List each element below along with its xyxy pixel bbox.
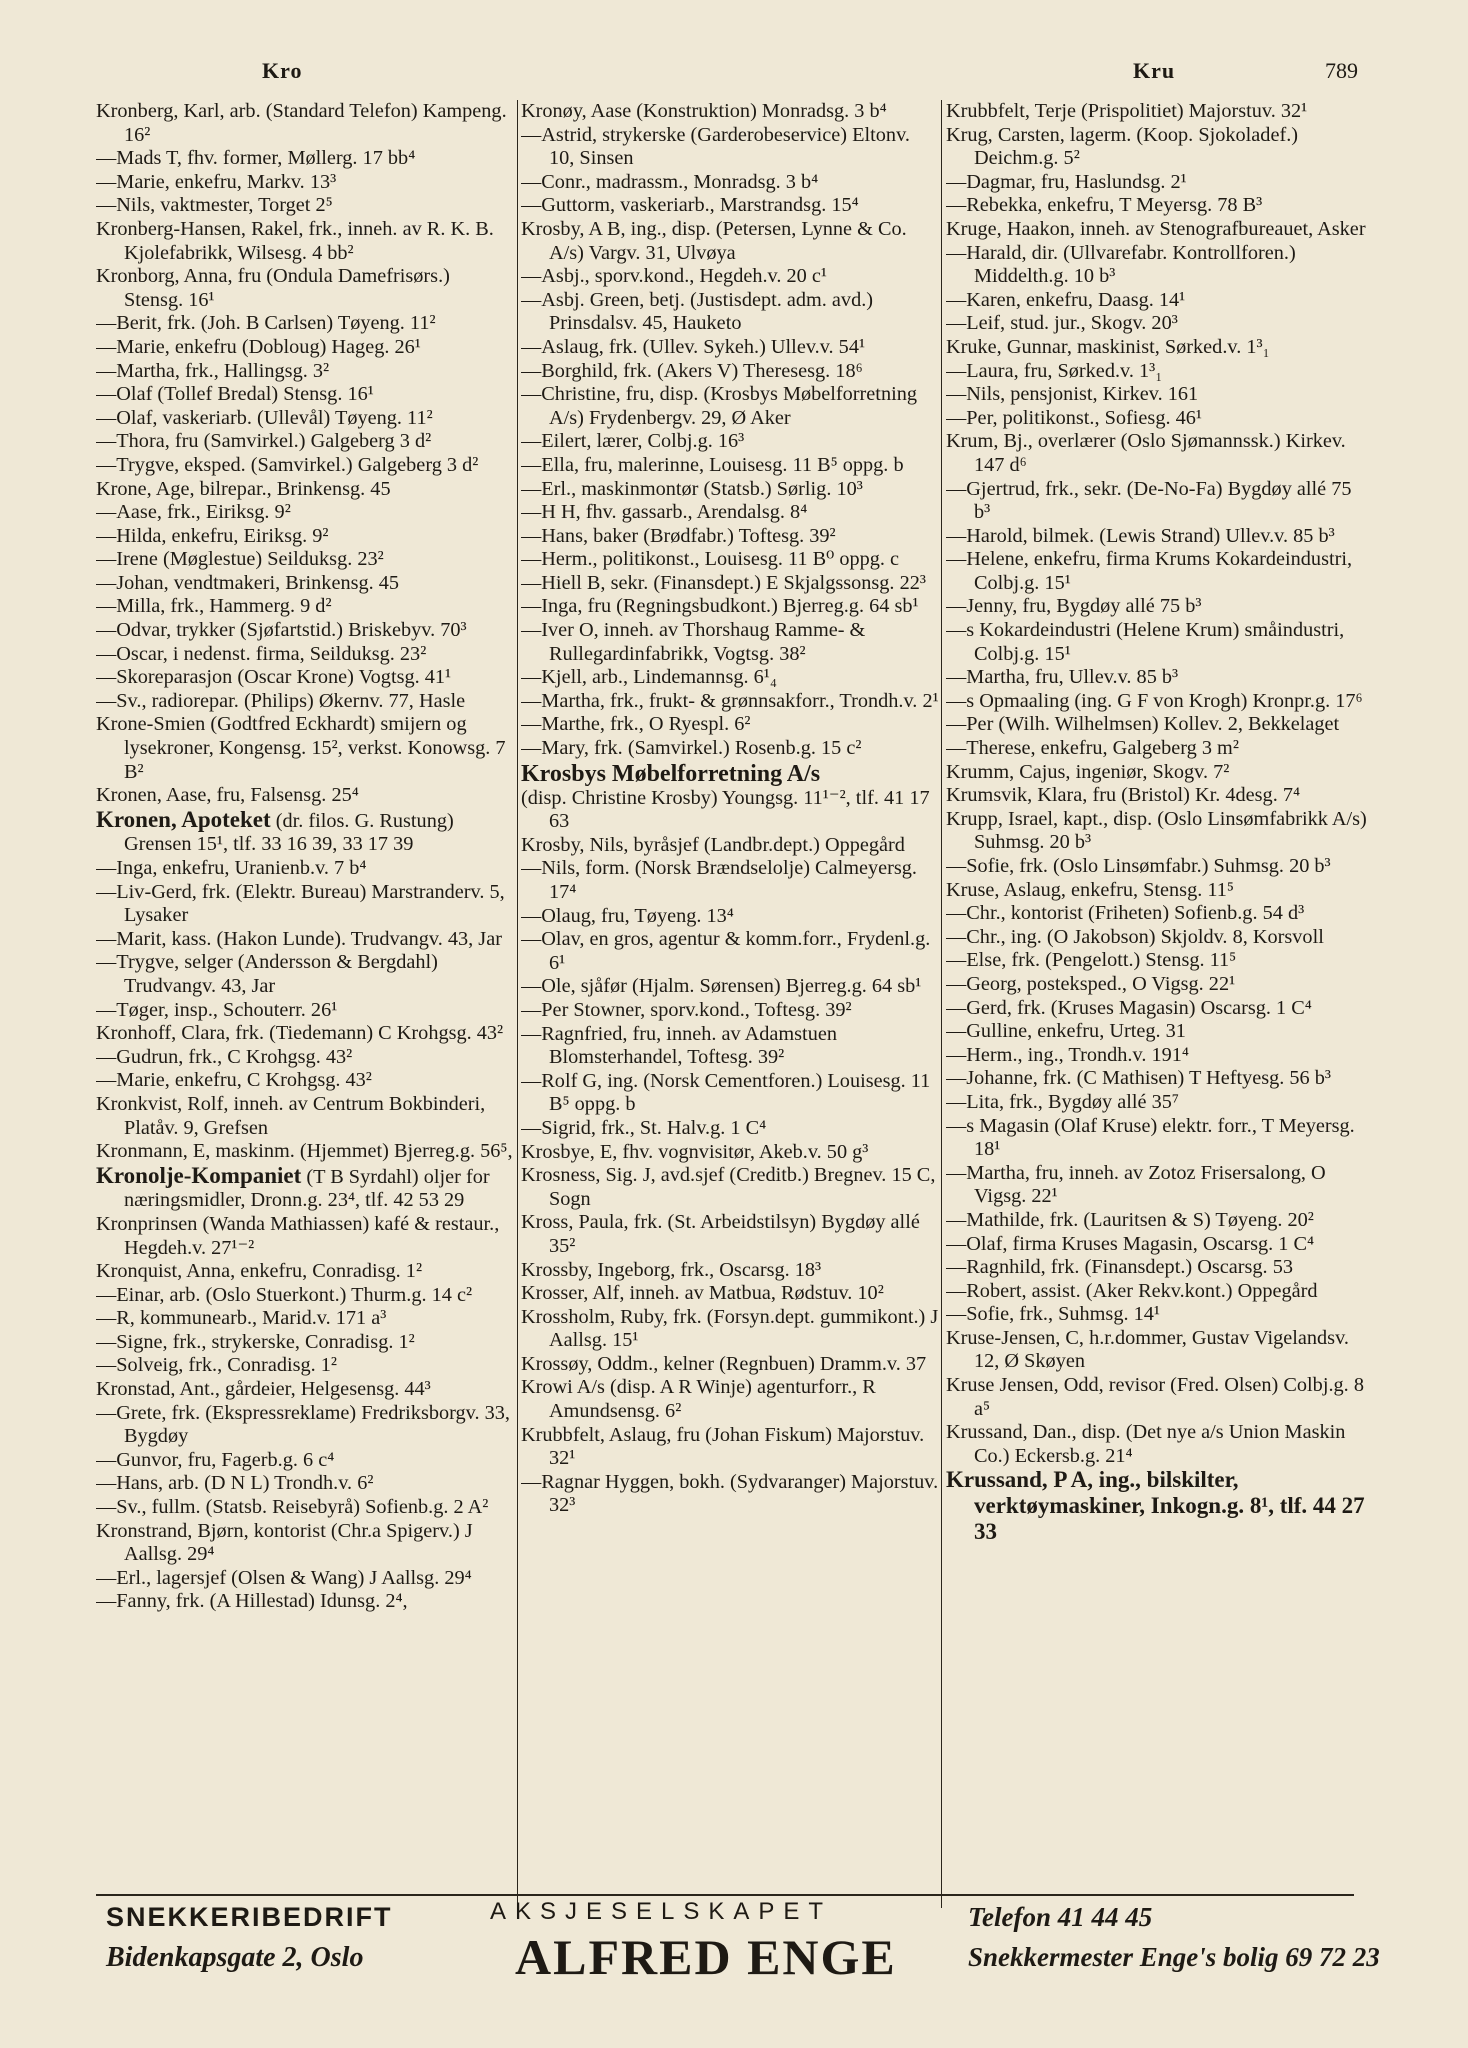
entry-firm-name: Kronolje-Kompaniet <box>96 1162 302 1188</box>
directory-entry: —s Opmaaling (ing. G F von Krogh) Kronpr.g. 17⁶ <box>946 689 1363 712</box>
directory-entry: —s Kokardeindustri (Helene Krum) småindustri, Colbj.g. 15¹ <box>946 619 1345 665</box>
directory-entry: —Olav, en gros, agentur & komm.forr., Frydenl.g. 6¹ <box>521 928 931 974</box>
directory-entry: Krumsvik, Klara, fru (Bristol) Kr. 4desg. 7⁴ <box>946 784 1301 807</box>
directory-entry: Krosbye, E, fhv. vognvisitør, Akeb.v. 50 g³ <box>521 1140 869 1163</box>
directory-entry: —Ole, sjåfør (Hjalm. Sørensen) Bjerreg.g. 64 sb¹ <box>521 975 922 998</box>
directory-entry: —Mary, frk. (Samvirkel.) Rosenb.g. 15 c² <box>521 737 862 760</box>
directory-entry: Kronmann, E, maskinm. (Hjemmet) Bjerreg.g. 56⁵, <box>96 1140 513 1163</box>
directory-entry: —Berit, frk. (Joh. B Carlsen) Tøyeng. 11² <box>96 312 436 335</box>
directory-entry: —Olaf, firma Kruses Magasin, Oscarsg. 1 C⁴ <box>946 1232 1315 1255</box>
directory-entry: —Leif, stud. jur., Skogv. 20³ <box>946 312 1178 335</box>
directory-entry: —Einar, arb. (Oslo Stuerkont.) Thurm.g. 14 c² <box>96 1283 473 1306</box>
directory-entry: —Per, politikonst., Sofiesg. 46¹ <box>946 406 1202 429</box>
directory-entry: —Trygve, eksped. (Samvirkel.) Galgeberg 3 d² <box>96 453 479 476</box>
directory-entry: Krosser, Alf, inneh. av Matbua, Rødstuv. 10² <box>521 1282 884 1305</box>
directory-entry: —Else, frk. (Pengelott.) Stensg. 11⁵ <box>946 949 1237 972</box>
directory-entry: —Guttorm, vaskeriarb., Marstrandsg. 15⁴ <box>521 194 859 217</box>
directory-entry: —Jenny, fru, Bygdøy allé 75 b³ <box>946 595 1202 618</box>
directory-entry: —Georg, posteksped., O Vigsg. 22¹ <box>946 972 1236 995</box>
directory-entry: —Astrid, strykerske (Garderobeservice) Eltonv. 10, Sinsen <box>521 123 910 170</box>
directory-entry: —Dagmar, fru, Haslundsg. 2¹ <box>946 170 1187 193</box>
directory-entry: Kronborg, Anna, fru (Ondula Damefrisørs.) Stensg. 16¹ <box>96 265 450 311</box>
directory-entry: —Martha, fru, inneh. av Zotoz Frisersalong, O Vigsg. 22¹ <box>946 1161 1326 1208</box>
directory-entry: Kruse-Jensen, C, h.r.dommer, Gustav Vigelandsv. 12, Ø Skøyen <box>946 1326 1349 1373</box>
directory-entry <box>946 1468 1370 1545</box>
directory-entry: —Martha, frk., frukt- & grønnsakforr., Trondh.v. 2¹ <box>521 689 939 712</box>
directory-entry: Krossby, Ingeborg, frk., Oscarsg. 18³ <box>521 1258 822 1281</box>
directory-entry: Krosby, Nils, byråsjef (Landbr.dept.) Oppegård <box>521 833 905 856</box>
directory-entry: Krossholm, Ruby, frk. (Forsyn.dept. gummikont.) J Aallsg. 15¹ <box>521 1305 939 1352</box>
directory-entry: —Erl., lagersjef (Olsen & Wang) J Aallsg. 29⁴ <box>96 1566 472 1589</box>
directory-entry: —Ragnhild, frk. (Finansdept.) Oscarsg. 53 <box>946 1256 1293 1279</box>
directory-entry: —Hans, arb. (D N L) Trondh.v. 6² <box>96 1472 374 1495</box>
entry-firm-name: Kronen, Apoteket <box>96 806 271 832</box>
directory-entry: Kruke, Gunnar, maskinist, Sørked.v. 1³₁ <box>946 335 1270 358</box>
directory-entry: —Nils, form. (Norsk Brændselolje) Calmeyersg. 17⁴ <box>521 857 917 903</box>
directory-entry: —Gerd, frk. (Kruses Magasin) Oscarsg. 1 C⁴ <box>946 996 1312 1019</box>
column-divider-right <box>941 100 942 1908</box>
directory-entry: —Odvar, trykker (Sjøfartstid.) Briskebyv. 70³ <box>96 619 467 642</box>
directory-entry: —Mads T, fhv. former, Møllerg. 17 bb⁴ <box>96 147 416 170</box>
directory-entry: Kronquist, Anna, enkefru, Conradisg. 1² <box>96 1260 423 1283</box>
directory-entry: —Olaug, fru, Tøyeng. 13⁴ <box>521 904 734 927</box>
directory-entry: —Karen, enkefru, Daasg. 14¹ <box>946 288 1186 311</box>
directory-entry: —Per (Wilh. Wilhelmsen) Kollev. 2, Bekkelaget <box>946 713 1340 736</box>
directory-entry: —Johanne, frk. (C Mathisen) T Heftyesg. 56 b³ <box>946 1067 1331 1090</box>
directory-entry: —Olaf, vaskeriarb. (Ullevål) Tøyeng. 11² <box>96 406 433 429</box>
directory-entry: —Milla, frk., Hammerg. 9 d² <box>96 595 332 618</box>
directory-entry: —Chr., ing. (O Jakobson) Skjoldv. 8, Korsvoll <box>946 925 1324 948</box>
directory-entry: Krosness, Sig. J, avd.sjef (Creditb.) Bregnev. 15 C, Sogn <box>521 1164 936 1210</box>
directory-entry: —Fanny, frk. (A Hillestad) Idunsg. 2⁴, <box>96 1590 408 1613</box>
directory-entry: —Harald, dir. (Ullvarefabr. Kontrollforen.) Middelth.g. 10 b³ <box>946 241 1296 288</box>
directory-entry: —Rolf G, ing. (Norsk Cementforen.) Louisesg. 11 B⁵ oppg. b <box>521 1069 931 1116</box>
directory-entry: Kronberg-Hansen, Rakel, frk., inneh. av R. K. B. Kjolefabrikk, Wilsesg. 4 bb² <box>96 217 494 264</box>
directory-entry: Kruse, Aslaug, enkefru, Stensg. 11⁵ <box>946 878 1234 901</box>
directory-entry: Kronberg, Karl, arb. (Standard Telefon) Kampeng. 16² <box>96 100 507 146</box>
directory-entry: —Marthe, frk., O Ryespl. 6² <box>521 713 751 736</box>
directory-entry: —Herm., politikonst., Louisesg. 11 B⁰ oppg. c <box>521 548 900 571</box>
directory-entry: —R, kommunearb., Marid.v. 171 a³ <box>96 1307 387 1330</box>
directory-entry: —Gulline, enkefru, Urteg. 31 <box>946 1020 1186 1043</box>
directory-entry: Krone, Age, bilrepar., Brinkensg. 45 <box>96 477 391 500</box>
directory-entry: —Erl., maskinmontør (Statsb.) Sørlig. 10³ <box>521 477 863 500</box>
directory-entry: —Per Stowner, sporv.kond., Toftesg. 39² <box>521 998 852 1021</box>
ad-home-phone: Snekkermester Enge's bolig 69 72 23 <box>968 1942 1380 1972</box>
directory-entry: Krossøy, Oddm., kelner (Regnbuen) Dramm.v. 37 <box>521 1352 927 1375</box>
directory-entry: —Sv., fullm. (Statsb. Reisebyrå) Sofienb.g. 2 A² <box>96 1496 489 1519</box>
directory-entry: Krussand, Dan., disp. (Det nye a/s Union Maskin Co.) Eckersb.g. 21⁴ <box>946 1421 1346 1467</box>
directory-entry: —s Magasin (Olaf Kruse) elektr. forr., T Meyersg. 18¹ <box>946 1114 1355 1161</box>
directory-entry: —Helene, enkefru, firma Krums Kokardeindustri, Colbj.g. 15¹ <box>946 548 1353 594</box>
directory-entry: Krosbys Møbelforretning A/s <box>521 760 821 787</box>
directory-entry: —Grete, frk. (Ekspressreklame) Fredriksborgv. 33, Bygdøy <box>96 1401 510 1448</box>
directory-entry: (disp. Christine Krosby) Youngsg. 11¹⁻², tlf. 41 17 63 <box>521 786 930 833</box>
directory-entry: Krumm, Cajus, ingeniør, Skogv. 7² <box>946 760 1230 783</box>
directory-entry: —Aslaug, frk. (Ullev. Sykeh.) Ullev.v. 54¹ <box>521 335 866 358</box>
directory-entry: —Hilda, enkefru, Eiriksg. 9² <box>96 524 329 547</box>
directory-entry: Kronen, Aase, fru, Falsensg. 25⁴ <box>96 784 359 807</box>
directory-entry: —Christine, fru, disp. (Krosbys Møbelforretning A/s) Frydenbergv. 29, Ø Aker <box>521 383 917 429</box>
directory-entry: —Inga, enkefru, Uranienb.v. 7 b⁴ <box>96 857 367 879</box>
directory-entry: Kronolje-Kompaniet (T B Syrdahl) oljer for næringsmidler, Dronn.g. 23⁴, tlf. 42 53 29 <box>96 1162 490 1212</box>
directory-entry: —Marie, enkefru, C Krohgsg. 43² <box>96 1069 372 1092</box>
ad-company-name: ALFRED ENGE <box>515 1929 897 1985</box>
directory-entry: Kruge, Haakon, inneh. av Stenografbureauet, Asker <box>946 217 1366 240</box>
directory-entry: Kronstad, Ant., gårdeier, Helgesensg. 44³ <box>96 1378 431 1401</box>
directory-entry: —Sv., radiorepar. (Philips) Økernv. 77, Hasle <box>96 689 466 712</box>
directory-entry: Kruse Jensen, Odd, revisor (Fred. Olsen) Colbj.g. 8 a⁵ <box>946 1374 1364 1420</box>
directory-entry: Kronprinsen (Wanda Mathiassen) kafé & restaur., Hegdeh.v. 27¹⁻² <box>96 1212 500 1259</box>
directory-entry: —Signe, frk., strykerske, Conradisg. 1² <box>96 1330 415 1353</box>
directory-entry: —Liv-Gerd, frk. (Elektr. Bureau) Marstranderv. 5, Lysaker <box>96 880 505 927</box>
directory-column-2 <box>521 100 939 1915</box>
directory-entry: Kronøy, Aase (Konstruktion) Monradsg. 3 b⁴ <box>521 100 887 122</box>
page-number: 789 <box>1325 58 1358 83</box>
directory-entry: —Hans, baker (Brødfabr.) Toftesg. 39² <box>521 524 836 547</box>
directory-entry: —Olaf (Tollef Bredal) Stensg. 16¹ <box>96 383 374 406</box>
directory-entry: Kronstrand, Bjørn, kontorist (Chr.a Spigerv.) J Aallsg. 29⁴ <box>96 1519 473 1566</box>
directory-entry: —Martha, frk., Hallingsg. 3² <box>96 359 330 382</box>
directory-entry: —Borghild, frk. (Akers V) Theresesg. 18⁶ <box>521 359 863 382</box>
ad-left-heading: SNEKKERIBEDRIFT <box>106 1902 393 1932</box>
ad-company-type: AKSJESELSKAPET <box>490 1898 833 1925</box>
page-header <box>0 58 1468 88</box>
directory-entry: —Skoreparasjon (Oscar Krone) Vogtsg. 41¹ <box>96 666 452 689</box>
directory-entry: —Mathilde, frk. (Lauritsen & S) Tøyeng. 20² <box>946 1208 1314 1231</box>
directory-entry: Krubbfelt, Terje (Prispolitiet) Majorstuv. 32¹ <box>946 100 1308 122</box>
directory-entry: Kronhoff, Clara, frk. (Tiedemann) C Krohgsg. 43² <box>96 1022 504 1045</box>
directory-entry: —Rebekka, enkefru, T Meyersg. 78 B³ <box>946 194 1263 217</box>
entry-firm-name: Krussand, P A, ing., bilskilter, verktøymaskiner, Inkogn.g. 8¹, tlf. 44 27 33 <box>946 1467 1365 1544</box>
directory-entry: —Iver O, inneh. av Thorshaug Ramme- & Rullegardinfabrikk, Vogtsg. 38² <box>521 619 866 665</box>
directory-entry: —Marie, enkefru, Markv. 13³ <box>96 170 337 193</box>
directory-entry: —Asbj., sporv.kond., Hegdeh.v. 20 c¹ <box>521 265 827 288</box>
directory-entry: —Irene (Møglestue) Seilduksg. 23² <box>96 548 384 571</box>
directory-entry: —Hiell B, sekr. (Finansdept.) E Skjalgssonsg. 22³ <box>521 571 926 594</box>
directory-entry: —Ragnfried, fru, inneh. av Adamstuen Blomsterhandel, Toftesg. 39² <box>521 1022 837 1069</box>
directory-entry: —Herm., ing., Trondh.v. 191⁴ <box>946 1043 1189 1066</box>
directory-entry: —Therese, enkefru, Galgeberg 3 m² <box>946 737 1239 760</box>
directory-column-3 <box>946 100 1370 1915</box>
advertisement-footer <box>0 1898 1468 2012</box>
directory-entry: Kronen, Apoteket (dr. filos. G. Rustung) Grensen 15¹, tlf. 33 16 39, 33 17 39 <box>96 806 454 856</box>
directory-entry: —H H, fhv. gassarb., Arendalsg. 8⁴ <box>521 501 808 524</box>
directory-entry: —Tøger, insp., Schouterr. 26¹ <box>96 998 338 1021</box>
directory-entry: —Ragnar Hyggen, bokh. (Sydvaranger) Majorstuv. 32³ <box>521 1470 939 1517</box>
directory-entry: —Gudrun, frk., C Krohgsg. 43² <box>96 1045 353 1068</box>
directory-entry: —Marie, enkefru (Dobloug) Hageg. 26¹ <box>96 335 421 358</box>
directory-entry: —Inga, fru (Regningsbudkont.) Bjerreg.g. 64 sb¹ <box>521 595 919 618</box>
directory-entry: —Nils, vaktmester, Torget 2⁵ <box>96 194 333 217</box>
directory-entry: —Asbj. Green, betj. (Justisdept. adm. avd.) Prinsdalsv. 45, Hauketo <box>521 288 874 335</box>
directory-entry: —Conr., madrassm., Monradsg. 3 b⁴ <box>521 170 819 193</box>
directory-entry: —Johan, vendtmakeri, Brinkensg. 45 <box>96 571 400 594</box>
directory-entry: —Laura, fru, Sørked.v. 1³₁ <box>946 359 1163 382</box>
directory-entry: Krone-Smien (Godtfred Eckhardt) smijern og lysekroner, Kongensg. 15², verkst. Konowsg. 7 B² <box>96 713 506 783</box>
directory-entry: Krug, Carsten, lagerm. (Koop. Sjokoladef.) Deichm.g. 5² <box>946 123 1299 170</box>
directory-entry: —Gunvor, fru, Fagerb.g. 6 c⁴ <box>96 1448 335 1471</box>
directory-entry: Krosby, A B, ing., disp. (Petersen, Lynne & Co. A/s) Vargv. 31, Ulvøya <box>521 217 907 264</box>
directory-entry: —Eilert, lærer, Colbj.g. 16³ <box>521 430 745 453</box>
directory-entry: Krowi A/s (disp. A R Winje) agenturforr., R Amundsensg. 6² <box>521 1376 876 1423</box>
directory-entry: —Trygve, selger (Andersson & Bergdahl) Trudvangv. 43, Jar <box>96 951 438 997</box>
directory-entry: —Aase, frk., Eiriksg. 9² <box>96 501 291 524</box>
directory-entry: —Sofie, frk. (Oslo Linsømfabr.) Suhmsg. 20 b³ <box>946 855 1331 877</box>
directory-entry: —Ella, fru, malerinne, Louisesg. 11 B⁵ oppg. b <box>521 453 904 476</box>
header-right-word: Kru <box>1133 58 1176 83</box>
directory-entry: —Chr., kontorist (Friheten) Sofienb.g. 54 d³ <box>946 902 1305 925</box>
directory-entry: —Solveig, frk., Conradisg. 1² <box>96 1354 337 1377</box>
directory-entry: —Sigrid, frk., St. Halv.g. 1 C⁴ <box>521 1116 767 1139</box>
ad-left-address: Bidenkapsgate 2, Oslo <box>106 1942 364 1973</box>
directory-entry: —Lita, frk., Bygdøy allé 35⁷ <box>946 1090 1179 1113</box>
directory-entry: —Martha, fru, Ullev.v. 85 b³ <box>946 666 1179 689</box>
directory-entry: —Oscar, i nedenst. firma, Seilduksg. 23² <box>96 642 427 665</box>
directory-entry: —Marit, kass. (Hakon Lunde). Trudvangv. 43, Jar <box>96 927 502 950</box>
directory-entry: Krubbfelt, Aslaug, fru (Johan Fiskum) Majorstuv. 32¹ <box>521 1423 925 1470</box>
header-left-word: Kro <box>262 58 303 83</box>
directory-entry: Kross, Paula, frk. (St. Arbeidstilsyn) Bygdøy allé 35² <box>521 1211 920 1257</box>
ad-phone: Telefon 41 44 45 <box>968 1902 1153 1932</box>
directory-entry: —Robert, assist. (Aker Rekv.kont.) Oppegård <box>946 1279 1318 1302</box>
directory-column-1 <box>96 100 514 1915</box>
directory-entry: Krupp, Israel, kapt., disp. (Oslo Linsømfabrikk A/s) Suhmsg. 20 b³ <box>946 807 1367 854</box>
directory-entry: Kronkvist, Rolf, inneh. av Centrum Bokbinderi, Platåv. 9, Grefsen <box>96 1092 486 1139</box>
directory-entry: —Thora, fru (Samvirkel.) Galgeberg 3 d² <box>96 430 432 453</box>
directory-entry: —Sofie, frk., Suhmsg. 14¹ <box>946 1303 1160 1326</box>
column-divider-left <box>517 100 518 1908</box>
directory-entry: —Harold, bilmek. (Lewis Strand) Ullev.v. 85 b³ <box>946 524 1335 547</box>
directory-entry: —Kjell, arb., Lindemannsg. 6¹₄ <box>521 666 777 689</box>
directory-entry: —Nils, pensjonist, Kirkev. 161 <box>946 383 1199 406</box>
directory-entry: Krum, Bj., overlærer (Oslo Sjømannssk.) Kirkev. 147 d⁶ <box>946 430 1346 476</box>
directory-entry: —Gjertrud, frk., sekr. (De-No-Fa) Bygdøy allé 75 b³ <box>946 477 1352 524</box>
